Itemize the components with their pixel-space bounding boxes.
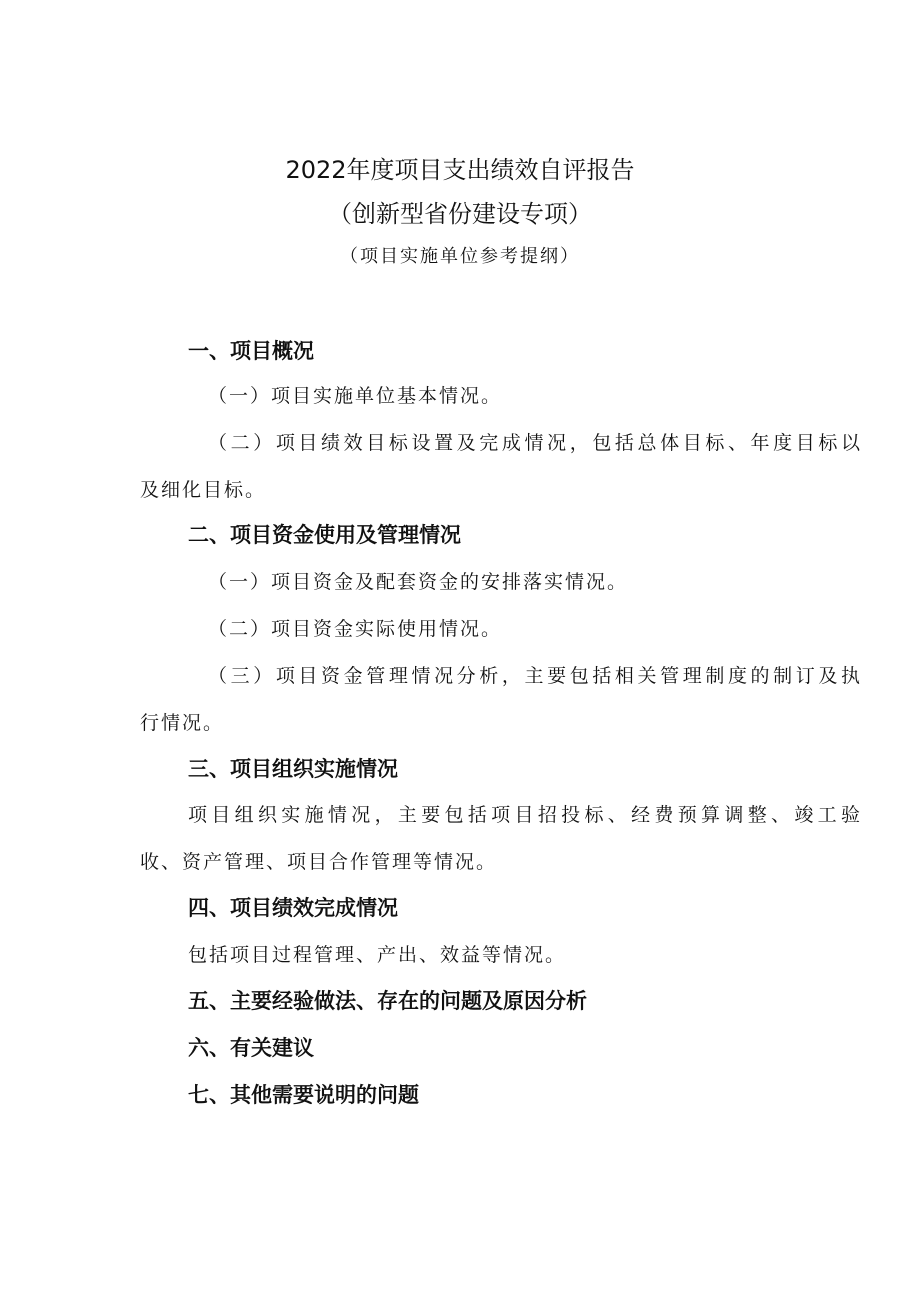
- paragraph-1-2-line-2: 及细化目标。: [140, 479, 267, 501]
- document-note: （项目实施单位参考提纲）: [340, 246, 580, 267]
- document-title: 2022年度项目支出绩效自评报告: [285, 156, 635, 184]
- paragraph-2-2: （二）项目资金实际使用情况。: [208, 618, 503, 640]
- section-heading-3: 三、项目组织实施情况: [188, 757, 398, 781]
- paragraph-4-1: 包括项目过程管理、产出、效益等情况。: [188, 944, 567, 966]
- section-heading-7: 七、其他需要说明的问题: [188, 1083, 419, 1107]
- paragraph-3-1-line-2: 收、资产管理、项目合作管理等情况。: [140, 851, 498, 873]
- paragraph-2-3-line-1: （三）项目资金管理情况分析，主要包括相关管理制度的制订及执: [208, 665, 860, 687]
- paragraph-3-1-line-1: 项目组织实施情况，主要包括项目招投标、经费预算调整、竣工验: [188, 804, 860, 826]
- paragraph-1-1: （一）项目实施单位基本情况。: [208, 385, 503, 407]
- section-heading-5: 五、主要经验做法、存在的问题及原因分析: [188, 989, 587, 1013]
- paragraph-2-1: （一）项目资金及配套资金的安排落实情况。: [208, 571, 629, 593]
- paragraph-2-3-line-2: 行情况。: [140, 712, 225, 734]
- document-subtitle: （创新型省份建设专项）: [328, 200, 592, 228]
- paragraph-1-2-line-1: （二）项目绩效目标设置及完成情况，包括总体目标、年度目标以: [208, 432, 860, 454]
- section-heading-2: 二、项目资金使用及管理情况: [188, 523, 461, 547]
- section-heading-1: 一、项目概况: [188, 339, 314, 363]
- section-heading-4: 四、项目绩效完成情况: [188, 896, 398, 920]
- section-heading-6: 六、有关建议: [188, 1036, 314, 1060]
